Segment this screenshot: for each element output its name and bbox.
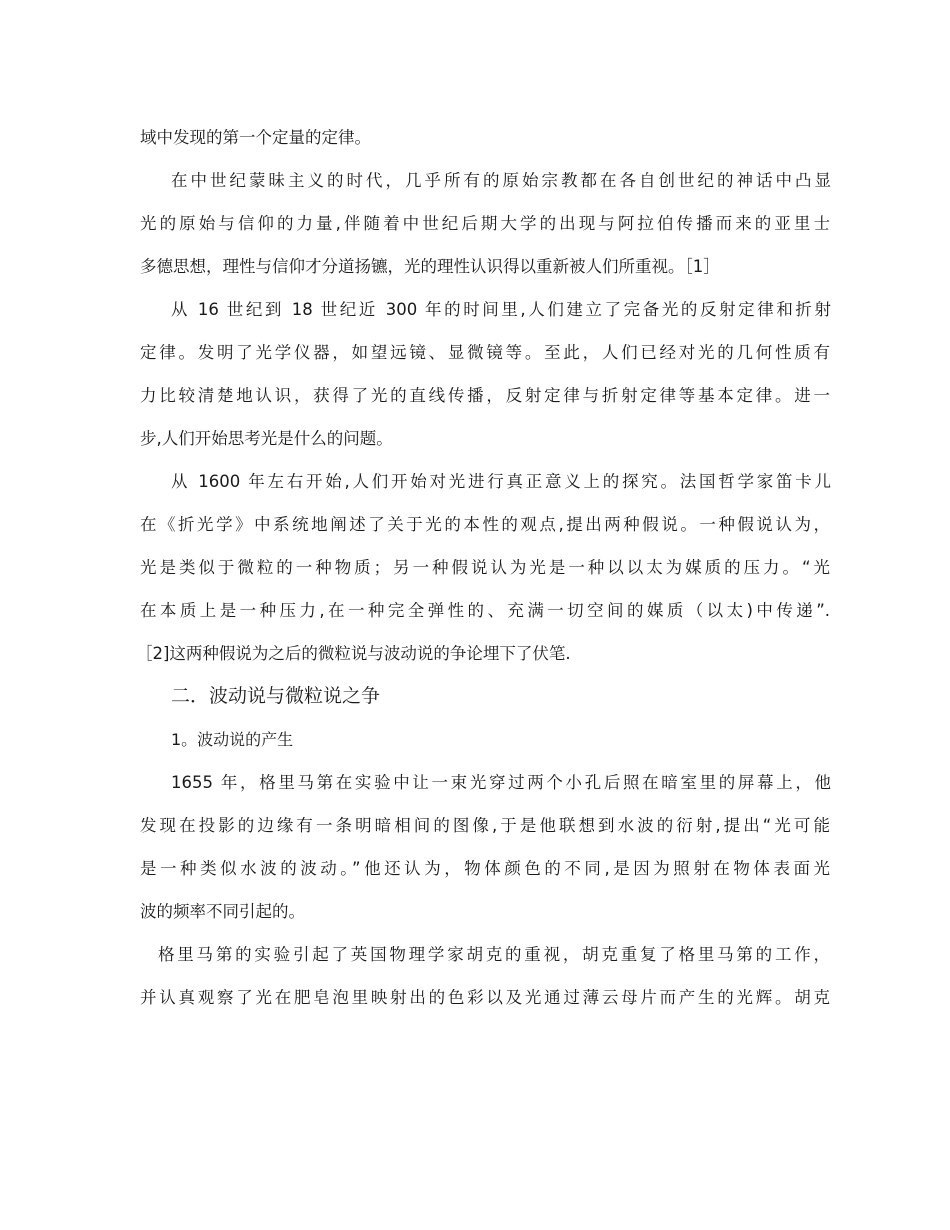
text-line: 力比较清楚地认识，获得了光的直线传播，反射定律与折射定律等基本定律。进一	[140, 386, 830, 405]
text-line: 格里马第的实验引起了英国物理学家胡克的重视，胡克重复了格里马第的工作，	[158, 945, 830, 964]
text-line: 步,人们开始思考光是什么的问题。	[140, 429, 393, 448]
text-line: 从 16 世纪到 18 世纪近 300 年的时间里,人们建立了完备光的反射定律和折射	[171, 300, 831, 319]
text-line: ［2]这两种假说为之后的微粒说与波动说的争论埋下了伏笔.	[136, 644, 571, 663]
text-line: 定律。发明了光学仪器，如望远镜、显微镜等。至此，人们已经对光的几何性质有	[140, 343, 830, 362]
text-line: 光的原始与信仰的力量,伴随着中世纪后期大学的出现与阿拉伯传播而来的亚里士	[140, 214, 830, 233]
text-line: 域中发现的第一个定量的定律。	[140, 128, 371, 147]
text-line: 多德思想，理性与信仰才分道扬镳，光的理性认识得以重新被人们所重视。［1］	[140, 257, 720, 276]
text-line: 是一种类似水波的波动。”他还认为，物体颜色的不同,是因为照射在物体表面光	[140, 859, 830, 878]
text-line: 1655 年，格里马第在实验中让一束光穿过两个小孔后照在暗室里的屏幕上，他	[171, 773, 831, 792]
text-line: 在《折光学》中系统地阐述了关于光的本性的观点,提出两种假说。一种假说认为，	[140, 515, 830, 534]
text-line: 波的频率不同引起的。	[140, 902, 305, 921]
text-line: 从 1600 年左右开始,人们开始对光进行真正意义上的探究。法国哲学家笛卡儿	[171, 472, 831, 491]
text-line: 光是类似于微粒的一种物质；另一种假说认为光是一种以以太为媒质的压力。“光	[140, 558, 830, 577]
section-heading: 二．波动说与微粒说之争	[171, 685, 381, 707]
text-line: 在本质上是一种压力,在一种完全弹性的、充满一切空间的媒质（以太)中传递”.	[140, 601, 830, 620]
subsection-heading: 1。波动说的产生	[171, 730, 294, 749]
text-line: 发现在投影的边缘有一条明暗相间的图像,于是他联想到水波的衍射,提出“光可能	[140, 816, 830, 835]
text-line: 在中世纪蒙昧主义的时代，几乎所有的原始宗教都在各自创世纪的神话中凸显	[171, 171, 831, 190]
text-line: 并认真观察了光在肥皂泡里映射出的色彩以及光通过薄云母片而产生的光辉。胡克	[140, 988, 830, 1007]
